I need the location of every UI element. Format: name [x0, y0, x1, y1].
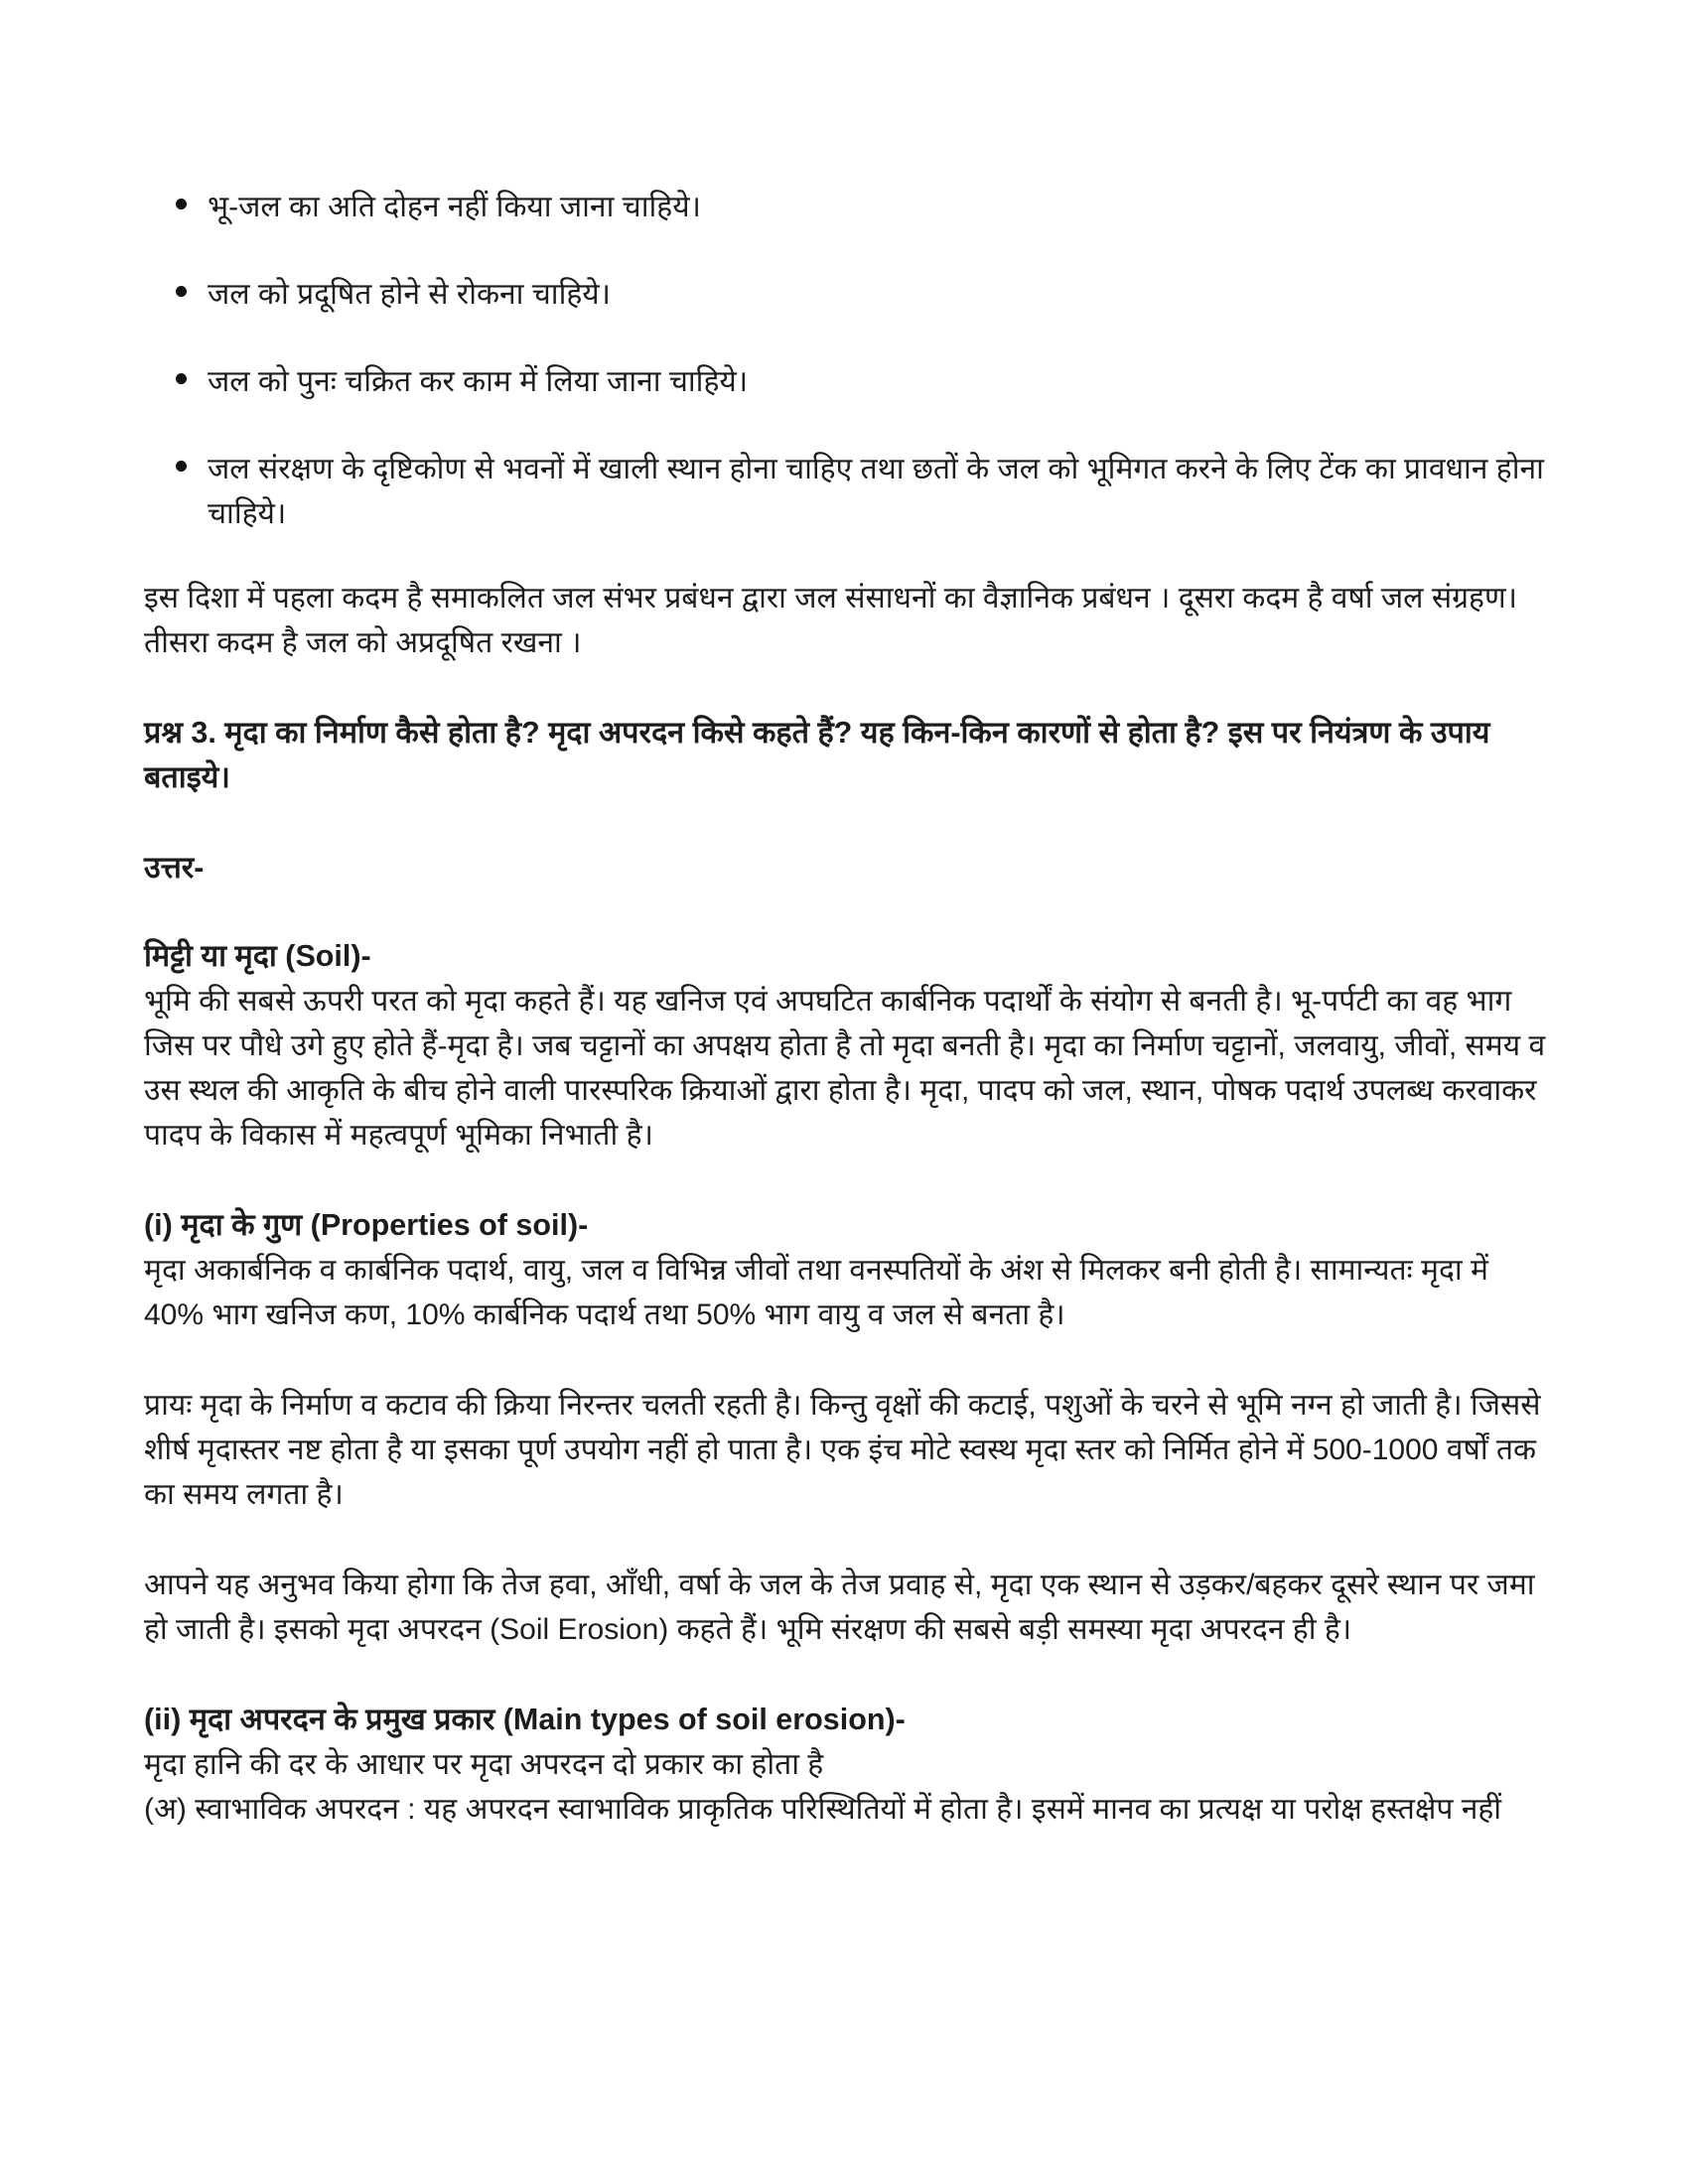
bullet-icon [176, 461, 187, 472]
list-item [176, 185, 1549, 229]
list-item [176, 359, 1549, 404]
soil-formation-paragraph: प्रायः मृदा के निर्माण व कटाव की क्रिया निरन्तर चलती रहती है। किन्तु वृक्षों की कटाई, पशुओं के चरने से भूमि नग्न हो जाती है। जिससे शीर्ष मृदास्तर नष्ट होता है या इसका पूर्ण उपयोग नहीं हो पाता है। एक इंच मोटे स्वस्थ मृदा स्तर को निर्मित होने में 500-1000 वर्षों तक का समय लगता है। [144, 1389, 1541, 1511]
erosion-types-line2: (अ) स्वाभाविक अपरदन : यह अपरदन स्वाभाविक प्राकृतिक परिस्थितियों में होता है। इसमें मानव का प्रत्यक्ष या परोक्ष हस्तक्षेप नहीं [144, 1793, 1502, 1826]
bullet-icon [176, 199, 187, 209]
intro-paragraph: इस दिशा में पहला कदम है समाकलित जल संभर प्रबंधन द्वारा जल संसाधनों का वैज्ञानिक प्रबंधन । दूसरा कदम है वर्षा जल संग्रहण। तीसरा कदम है जल को अप्रदूषित रखना । [144, 582, 1518, 659]
bullet-text: भू-जल का अति दोहन नहीं किया जाना चाहिये। [208, 191, 701, 223]
bullet-text: जल को पुनः चक्रित कर काम में लिया जाना चाहिये। [208, 365, 749, 398]
erosion-types-heading: (ii) मृदा अपरदन के प्रमुख प्रकार (Main types of soil erosion)- [144, 1703, 906, 1736]
bullet-icon [176, 373, 187, 384]
water-conservation-bullet-list [144, 185, 1549, 536]
soil-section-heading: मिट्टी या मृदा (Soil)- [144, 939, 371, 973]
answer-label: उत्तर- [144, 851, 205, 885]
bullet-text: जल को प्रदूषित होने से रोकना चाहिये। [208, 278, 612, 311]
list-item [176, 272, 1549, 317]
question-3-heading: प्रश्न 3. मृदा का निर्माण कैसे होता है? मृदा अपरदन किसे कहते हैं? यह किन-किन कारणों से होता है? इस पर नियंत्रण के उपाय बताइये। [144, 716, 1490, 794]
soil-properties-section [144, 1203, 1549, 1337]
list-item [176, 447, 1549, 536]
soil-erosion-paragraph: आपने यह अनुभव किया होगा कि तेज हवा, आँधी, वर्षा के जल के तेज प्रवाह से, मृदा एक स्थान से उड़कर/बहकर दूसरे स्थान पर जमा हो जाती है। इसको मृदा अपरदन (Soil Erosion) कहते हैं। भूमि संरक्षण की सबसे बड़ी समस्या मृदा अपरदन ही है। [144, 1569, 1535, 1646]
bullet-text: जल संरक्षण के दृष्टिकोण से भवनों में खाली स्थान होना चाहिए तथा छतों के जल को भूमिगत करने के लिए टेंक का प्रावधान होना चाहिये। [208, 453, 1544, 530]
erosion-types-section [144, 1698, 1549, 1832]
soil-definition-section [144, 934, 1549, 1158]
properties-section-body: मृदा अकार्बनिक व कार्बनिक पदार्थ, वायु, जल व विभिन्न जीवों तथा वनस्पतियों के अंश से मिलकर बनी होती है। सामान्यतः मृदा में 40% भाग खनिज कण, 10% कार्बनिक पदार्थ तथा 50% भाग वायु व जल से बनता है। [144, 1254, 1488, 1331]
soil-section-body: भूमि की सबसे ऊपरी परत को मृदा कहते हैं। यह खनिज एवं अपघटित कार्बनिक पदार्थों के संयोग से बनती है। भू-पर्पटी का वह भाग जिस पर पौधे उगे हुए होते हैं-मृदा है। जब चट्टानों का अपक्षय होता है तो मृदा बनती है। मृदा का निर्माण चट्टानों, जलवायु, जीवों, समय व उस स्थल की आकृति के बीच होने वाली पारस्परिक क्रियाओं द्वारा होता है। मृदा, पादप को जल, स्थान, पोषक पदार्थ उपलब्ध करवाकर पादप के विकास में महत्वपूर्ण भूमिका निभाती है। [144, 985, 1546, 1152]
erosion-types-line1: मृदा हानि की दर के आधार पर मृदा अपरदन दो प्रकार का होता है [144, 1748, 824, 1781]
bullet-icon [176, 286, 187, 297]
properties-section-heading: (i) मृदा के गुण (Properties of soil)- [144, 1208, 589, 1242]
